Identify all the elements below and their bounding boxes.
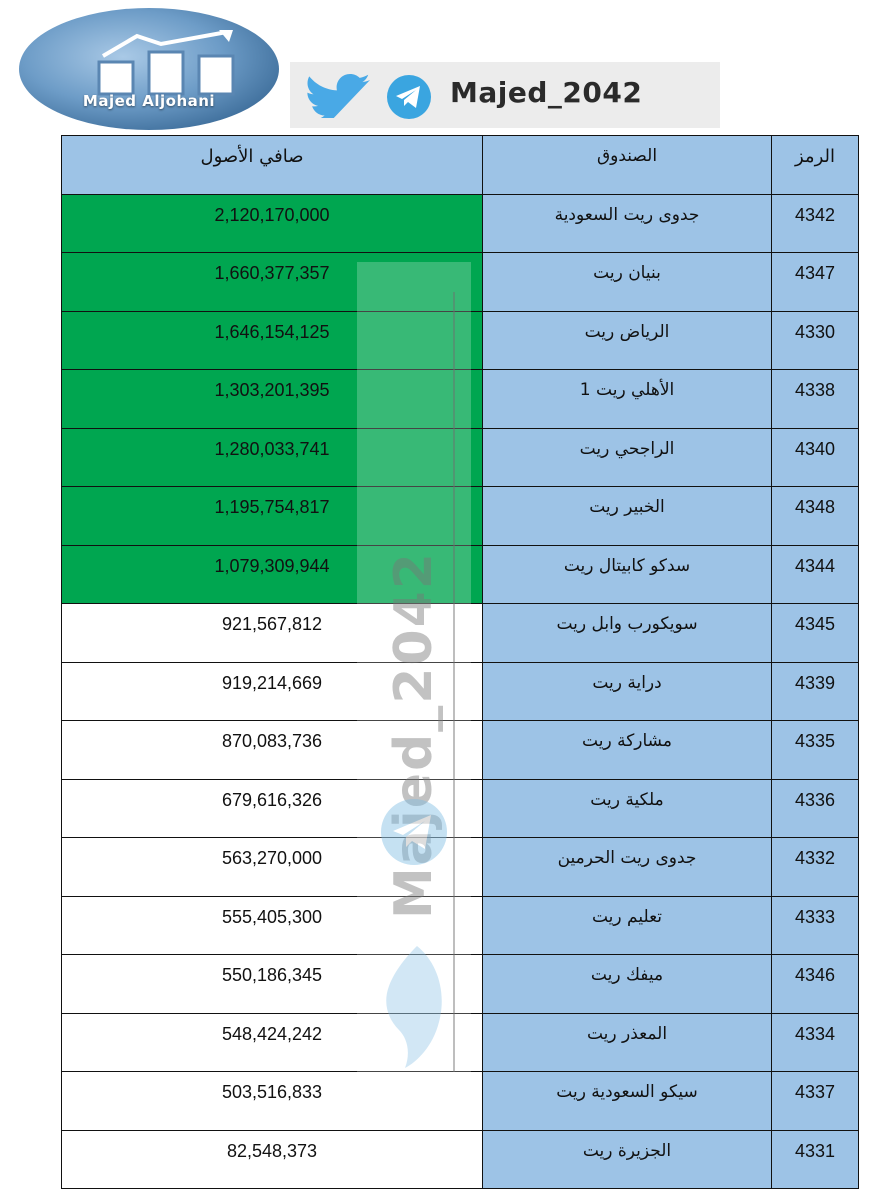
fund-code-cell: 4338: [772, 370, 859, 429]
fund-name-cell: الخبير ريت: [483, 487, 772, 546]
table-row: [62, 312, 859, 371]
fund-name-cell: مشاركة ريت: [483, 721, 772, 780]
fund-code-cell: 4345: [772, 604, 859, 663]
net-assets-cell: 1,646,154,125: [62, 312, 483, 371]
net-assets-cell: 921,567,812: [62, 604, 483, 663]
net-assets-cell: 1,195,754,817: [62, 487, 483, 546]
fund-code-cell: 4346: [772, 955, 859, 1014]
fund-code-cell: 4348: [772, 487, 859, 546]
net-assets-cell: 1,303,201,395: [62, 370, 483, 429]
fund-name-cell: دراية ريت: [483, 663, 772, 722]
table-row: [62, 429, 859, 488]
fund-code-cell: 4337: [772, 1072, 859, 1131]
fund-code-cell: 4335: [772, 721, 859, 780]
table-row: [62, 487, 859, 546]
fund-name-cell: ملكية ريت: [483, 780, 772, 839]
fund-name-cell: الراجحي ريت: [483, 429, 772, 488]
fund-code-cell: 4342: [772, 195, 859, 254]
fund-code-cell: 4333: [772, 897, 859, 956]
table-row: [62, 195, 859, 254]
fund-name-cell: جدوى ريت الحرمين: [483, 838, 772, 897]
net-assets-cell: 1,660,377,357: [62, 253, 483, 312]
table-row: [62, 1072, 859, 1131]
fund-name-cell: سيكو السعودية ريت: [483, 1072, 772, 1131]
table-body: [62, 195, 859, 1190]
header-net-assets: صافي الأصول: [62, 136, 483, 195]
brand-logo: [19, 8, 279, 130]
table-row: [62, 955, 859, 1014]
fund-code-cell: 4334: [772, 1014, 859, 1073]
social-handle: Majed_2042: [450, 76, 643, 109]
social-banner: [290, 62, 720, 128]
header-fund: الصندوق: [483, 136, 772, 195]
table-row: [62, 780, 859, 839]
table-row: [62, 253, 859, 312]
net-assets-cell: 503,516,833: [62, 1072, 483, 1131]
table-row: [62, 1131, 859, 1190]
header-code: الرمز: [772, 136, 859, 195]
fund-name-cell: بنيان ريت: [483, 253, 772, 312]
fund-name-cell: الجزيرة ريت: [483, 1131, 772, 1190]
table-row: [62, 1014, 859, 1073]
net-assets-cell: 555,405,300: [62, 897, 483, 956]
logo-text: Majed Aljohani: [82, 92, 216, 110]
fund-name-cell: سويكورب وابل ريت: [483, 604, 772, 663]
net-assets-cell: 563,270,000: [62, 838, 483, 897]
net-assets-cell: 550,186,345: [62, 955, 483, 1014]
net-assets-cell: 1,079,309,944: [62, 546, 483, 605]
net-assets-cell: 1,280,033,741: [62, 429, 483, 488]
net-assets-cell: 870,083,736: [62, 721, 483, 780]
fund-name-cell: المعذر ريت: [483, 1014, 772, 1073]
fund-code-cell: 4344: [772, 546, 859, 605]
fund-name-cell: تعليم ريت: [483, 897, 772, 956]
fund-code-cell: 4340: [772, 429, 859, 488]
fund-code-cell: 4339: [772, 663, 859, 722]
net-assets-cell: 548,424,242: [62, 1014, 483, 1073]
watermark-text: Majed_2042: [384, 551, 444, 920]
table-header-row: [62, 136, 859, 195]
bar-chart-icon: [97, 30, 237, 96]
fund-code-cell: 4347: [772, 253, 859, 312]
fund-code-cell: 4331: [772, 1131, 859, 1190]
fund-code-cell: 4330: [772, 312, 859, 371]
fund-name-cell: ميفك ريت: [483, 955, 772, 1014]
net-assets-cell: 2,120,170,000: [62, 195, 483, 254]
reit-assets-table: [61, 135, 859, 1189]
telegram-icon: [386, 74, 432, 120]
table-row: [62, 897, 859, 956]
fund-name-cell: الأهلي ريت 1: [483, 370, 772, 429]
table-row: [62, 370, 859, 429]
fund-name-cell: الرياض ريت: [483, 312, 772, 371]
table-row: [62, 604, 859, 663]
table-row: [62, 663, 859, 722]
fund-name-cell: جدوى ريت السعودية: [483, 195, 772, 254]
fund-name-cell: سدكو كابيتال ريت: [483, 546, 772, 605]
table-row: [62, 721, 859, 780]
fund-code-cell: 4336: [772, 780, 859, 839]
net-assets-cell: 919,214,669: [62, 663, 483, 722]
net-assets-cell: 679,616,326: [62, 780, 483, 839]
net-assets-cell: 82,548,373: [62, 1131, 483, 1190]
table-row: [62, 546, 859, 605]
table-row: [62, 838, 859, 897]
fund-code-cell: 4332: [772, 838, 859, 897]
twitter-icon: [304, 74, 374, 118]
